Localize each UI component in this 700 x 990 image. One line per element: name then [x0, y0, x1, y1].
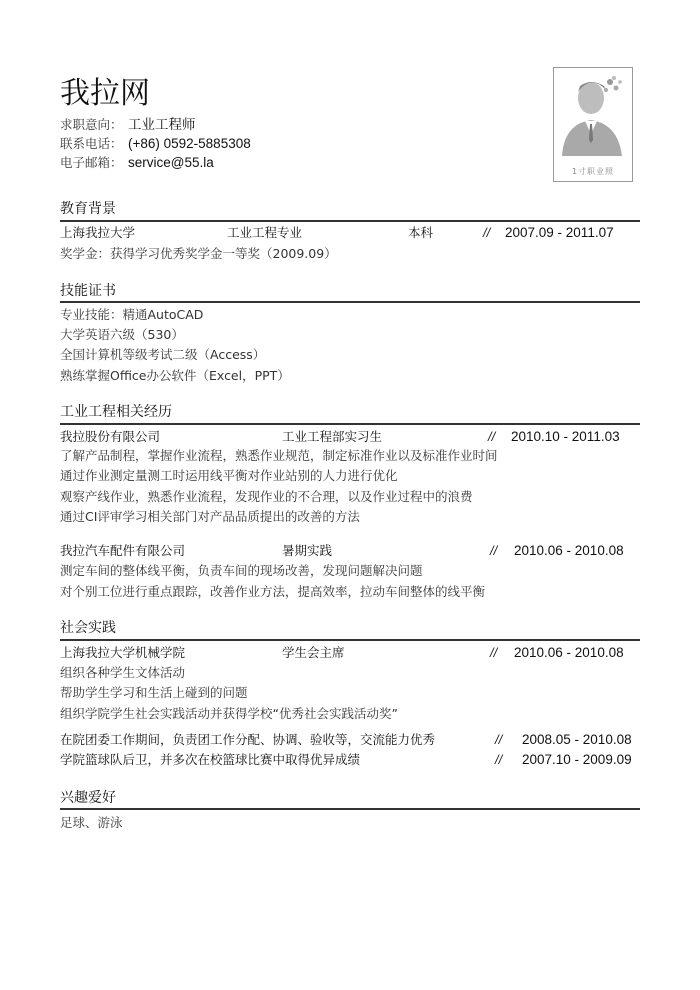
- hobbies-text: 足球、游泳: [60, 815, 123, 830]
- job-duty-line: 测定车间的整体线平衡，负责车间的现场改善，发现问题解决问题: [60, 563, 423, 578]
- social-line: 帮助学生学习和生活上碰到的问题: [60, 685, 248, 700]
- education-school: 上海我拉大学: [60, 225, 136, 240]
- social-role: 学生会主席: [282, 645, 345, 660]
- job-company: 我拉股份有限公司: [60, 429, 161, 444]
- social-org: 上海我拉大学机械学院: [60, 645, 186, 660]
- section-divider: [60, 808, 640, 810]
- education-award: 奖学金：获得学习优秀奖学金一等奖（2009.09）: [60, 246, 337, 261]
- job-role: 暑期实践: [282, 543, 333, 558]
- social-extra-line: 学院篮球队后卫，并多次在校篮球比赛中取得优异成绩: [60, 752, 361, 767]
- social-line: 组织各种学生文体活动: [60, 665, 186, 680]
- date-separator: //: [495, 752, 503, 767]
- job-duty-line: 观察产线作业，熟悉作业流程，发现作业的不合理，以及作业过程中的浪费: [60, 489, 473, 504]
- job-date: 2010.06 - 2010.08: [514, 543, 624, 558]
- date-separator: //: [495, 732, 503, 747]
- social-date: 2010.06 - 2010.08: [514, 645, 624, 660]
- email-value: service@55.la: [128, 155, 214, 170]
- resume-name: 我拉网: [60, 76, 150, 111]
- section-title-skills: 技能证书: [60, 283, 116, 299]
- job-company: 我拉汽车配件有限公司: [60, 543, 186, 558]
- social-extra-line: 在院团委工作期间，负责团工作分配、协调、验收等，交流能力优秀: [60, 732, 436, 747]
- section-divider: [60, 639, 640, 641]
- section-title-education: 教育背景: [60, 201, 116, 217]
- job-duty-line: 了解产品制程，掌握作业流程，熟悉作业规范，制定标准作业以及标准作业时间: [60, 448, 498, 463]
- job-duty-line: 通过作业测定量测工时运用线平衡对作业站别的人力进行优化: [60, 468, 398, 483]
- education-date: 2007.09 - 2011.07: [505, 225, 614, 240]
- job-duty-line: 对个别工位进行重点跟踪，改善作业方法，提高效率，拉动车间整体的线平衡: [60, 584, 486, 599]
- social-extra-date: 2007.10 - 2009.09: [522, 752, 632, 767]
- date-separator: //: [490, 645, 498, 660]
- person-silhouette-icon: [554, 68, 632, 163]
- date-separator: //: [488, 429, 496, 444]
- job-intention-value: 工业工程师: [128, 117, 196, 132]
- section-title-hobbies: 兴趣爱好: [60, 790, 116, 806]
- section-divider: [60, 423, 640, 425]
- job-role: 工业工程部实习生: [282, 429, 383, 444]
- photo-caption: 1寸职业照: [571, 167, 615, 176]
- date-separator: //: [490, 543, 498, 558]
- skill-item: 熟练掌握Office办公软件（Excel，PPT）: [60, 368, 290, 383]
- job-date: 2010.10 - 2011.03: [511, 429, 620, 444]
- social-extra-date: 2008.05 - 2010.08: [522, 732, 632, 747]
- section-title-social: 社会实践: [60, 620, 116, 636]
- section-divider: [60, 301, 640, 303]
- date-separator: //: [483, 225, 491, 240]
- education-major: 工业工程专业: [227, 225, 303, 240]
- skill-item: 全国计算机等级考试二级（Access）: [60, 347, 266, 362]
- profile-photo: [553, 67, 633, 182]
- phone-label: 联系电话：: [60, 136, 123, 151]
- email-label: 电子邮箱：: [60, 155, 123, 170]
- job-duty-line: 通过CI评审学习相关部门对产品品质提出的改善的方法: [60, 509, 360, 524]
- section-divider: [60, 220, 640, 222]
- skill-item: 大学英语六级（530）: [60, 327, 184, 342]
- section-title-experience: 工业工程相关经历: [60, 404, 172, 420]
- skill-item: 专业技能：精通AutoCAD: [60, 307, 204, 322]
- social-line: 组织学院学生社会实践活动并获得学校“优秀社会实践活动奖”: [60, 706, 398, 721]
- phone-value: (+86) 0592-5885308: [128, 136, 251, 151]
- job-intention-label: 求职意向：: [60, 117, 123, 132]
- education-degree: 本科: [408, 225, 434, 240]
